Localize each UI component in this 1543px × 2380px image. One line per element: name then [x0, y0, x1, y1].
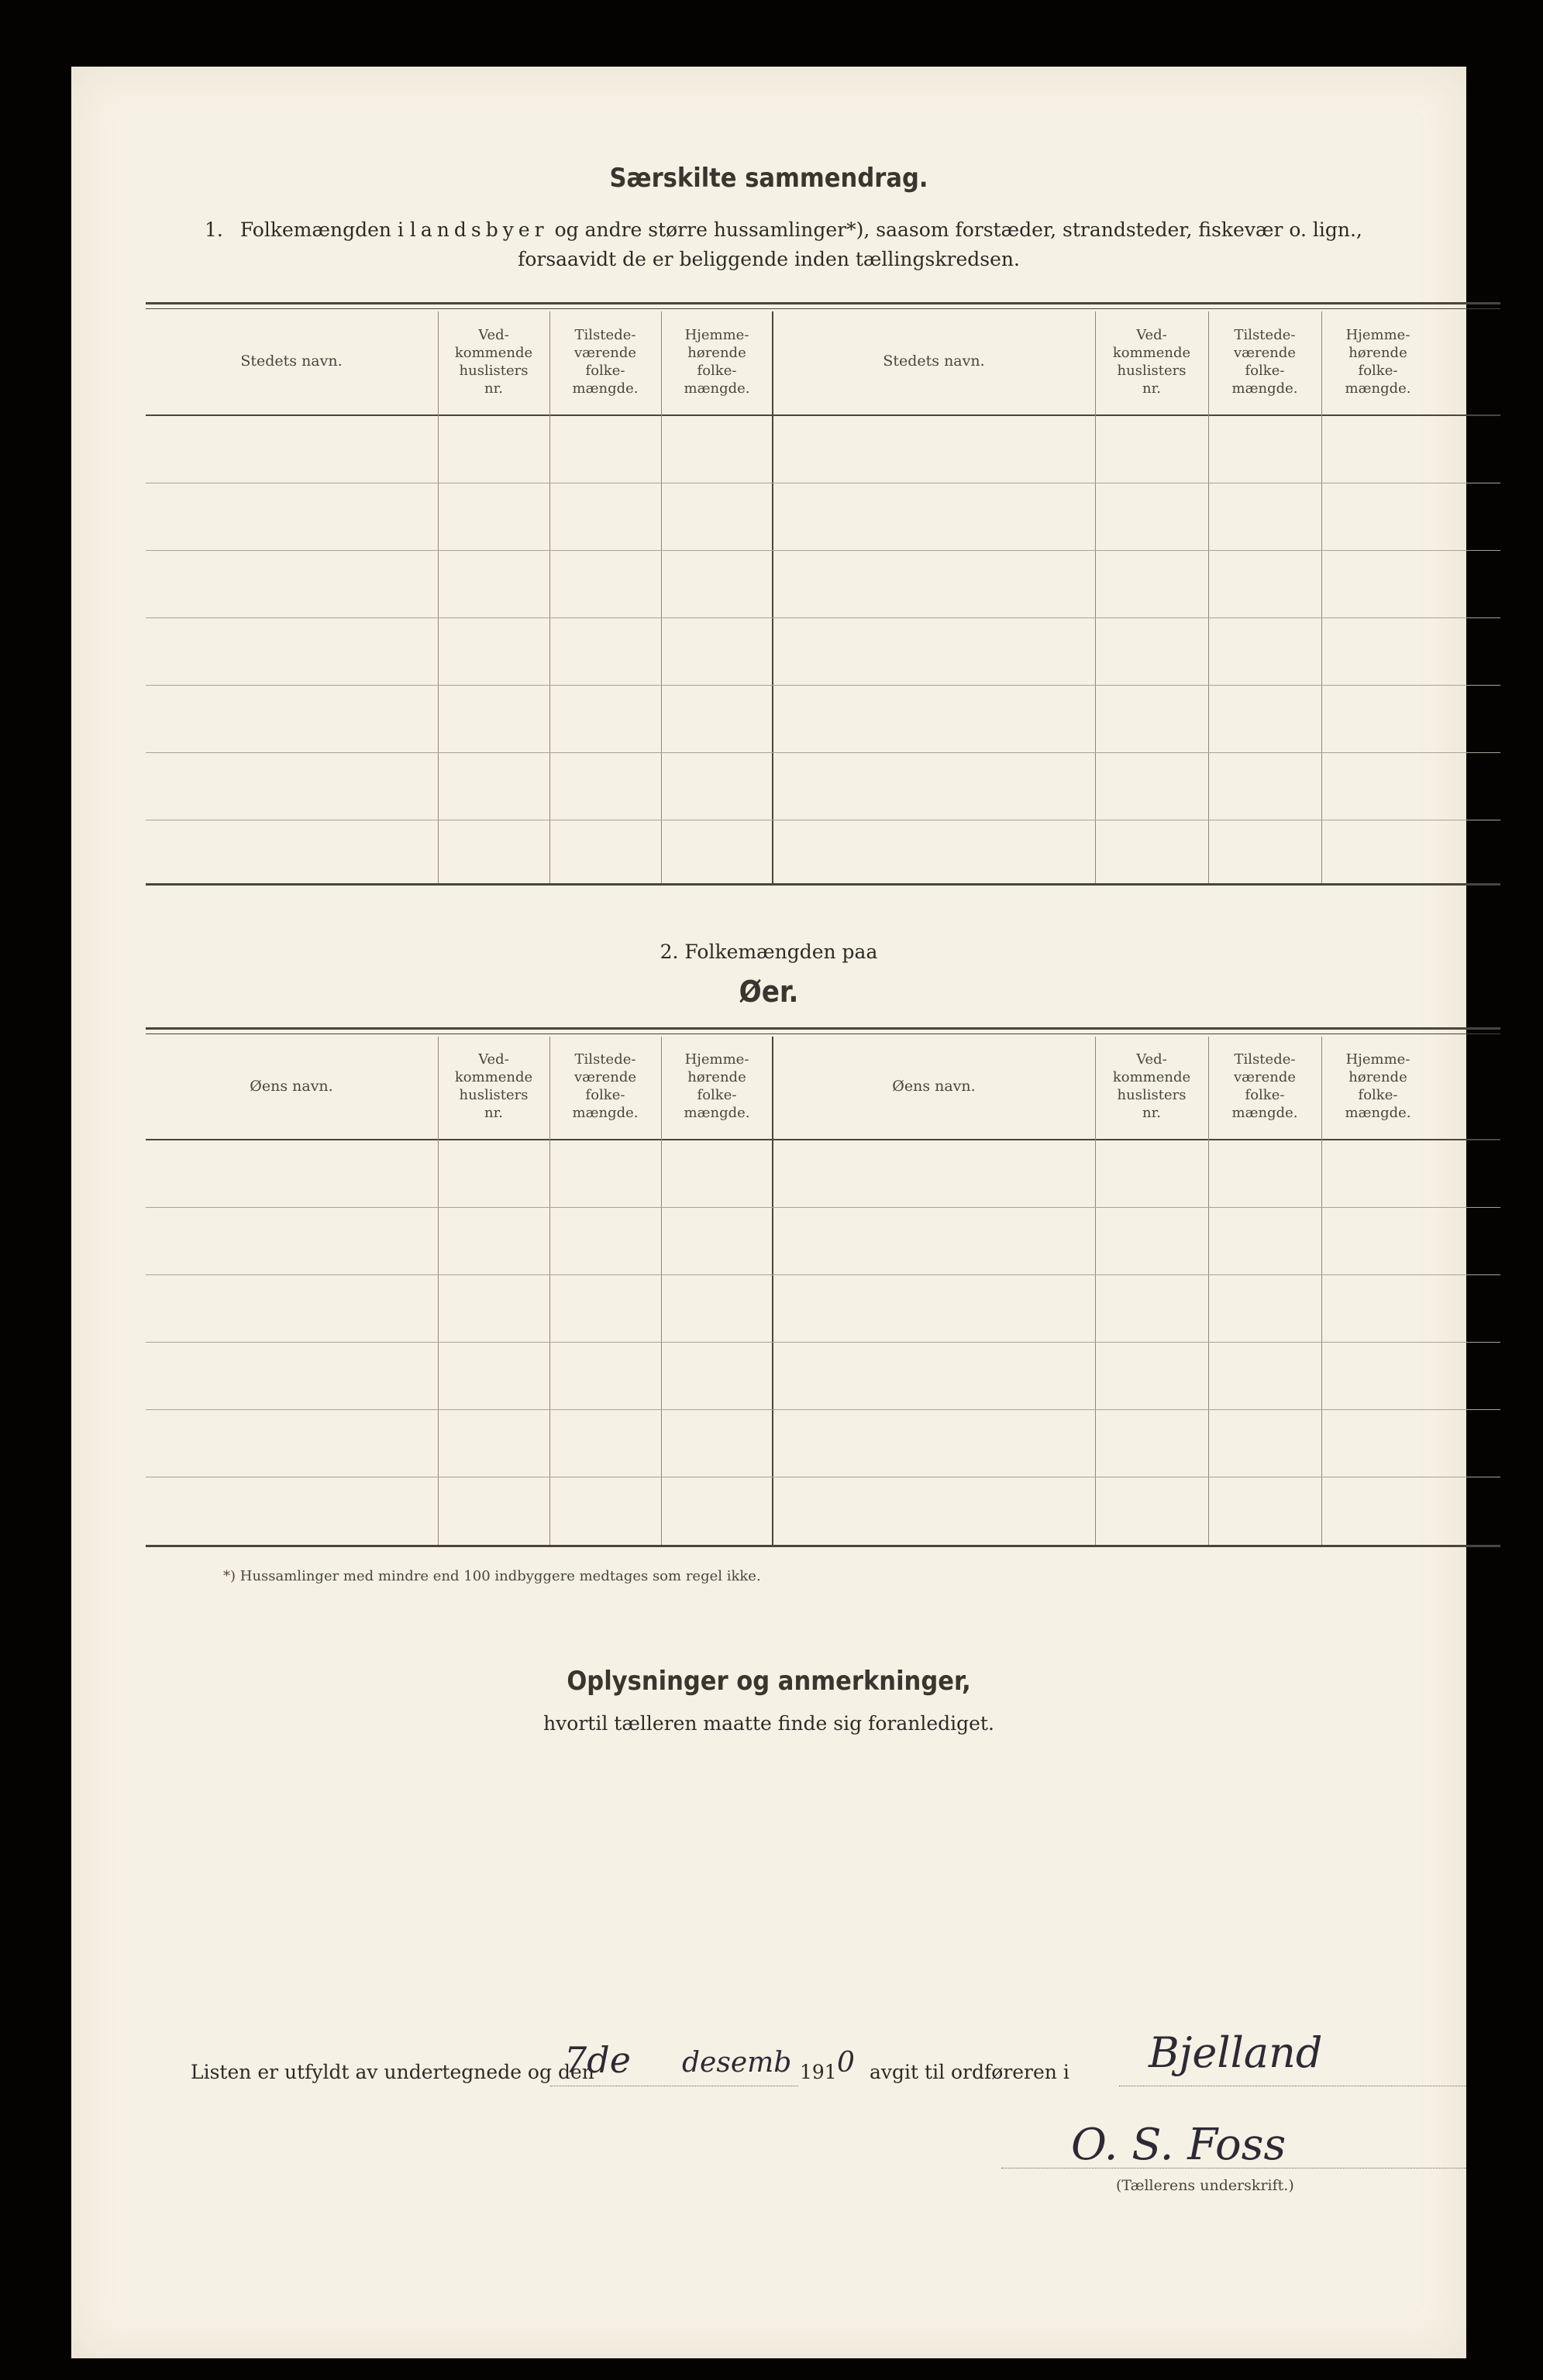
- section1-intro-line2: forsaavidt de er beliggende inden tællingskredsen.: [518, 248, 1020, 270]
- t2-header-oens-navn-left: Øens navn.: [250, 1077, 333, 1095]
- section1-text-lead: Folkemængden i: [239, 218, 404, 241]
- section1-number: 1.: [205, 218, 223, 241]
- t2-header-hjemmehorende-right: Hjemme- hørende folke- mængde.: [1345, 1051, 1411, 1121]
- t1-header-stedets-navn-right: Stedets navn.: [883, 353, 985, 370]
- handwritten-signature: O. S. Foss: [1071, 2120, 1286, 2170]
- t1-header-huslisters-nr-left: Ved- kommende huslisters nr.: [454, 326, 533, 397]
- t1-header-hjemmehorende-right: Hjemme- hørende folke- mængde.: [1345, 326, 1411, 397]
- t2-header-huslisters-nr-right: Ved- kommende huslisters nr.: [1112, 1051, 1191, 1121]
- section-title: Særskilte sammendrag.: [609, 163, 928, 194]
- t2-header-oens-navn-right: Øens navn.: [892, 1077, 976, 1095]
- handwritten-month: desemb: [682, 2047, 792, 2079]
- signature-caption: (Tællerens underskrift.): [1116, 2177, 1294, 2194]
- t1-header-tilstedevaerende-right: Tilstede- værende folke- mængde.: [1231, 326, 1298, 397]
- t1-header-hjemmehorende-left: Hjemme- hørende folke- mængde.: [684, 326, 750, 397]
- t2-header-huslisters-nr-left: Ved- kommende huslisters nr.: [454, 1051, 533, 1121]
- t1-header-stedets-navn-left: Stedets navn.: [240, 353, 343, 370]
- section2-title: Øer.: [739, 975, 799, 1009]
- year-prefix: 191: [800, 2061, 837, 2083]
- t1-header-huslisters-nr-right: Ved- kommende huslisters nr.: [1112, 326, 1191, 397]
- t2-header-tilstedevaerende-left: Tilstede- værende folke- mængde.: [572, 1051, 639, 1121]
- handwritten-day: 7de: [564, 2039, 631, 2081]
- t2-header-hjemmehorende-left: Hjemme- hørende folke- mængde.: [684, 1051, 750, 1121]
- signature-middle: avgit til ordføreren i: [870, 2061, 1069, 2083]
- census-form-page: [71, 67, 1466, 2358]
- section2-line1: 2. Folkemængden paa: [660, 941, 878, 963]
- signature-prefix: Listen er utfyldt av undertegnede og den: [191, 2061, 594, 2083]
- section1-intro: [205, 218, 1362, 241]
- section1-text-rest: og andre større hussamlinger*), saasom forstæder, strandsteder, fiskevær o. lign.,: [554, 218, 1362, 241]
- section1-text-spaced: landsbyer: [409, 218, 549, 241]
- footnote: *) Hussamlinger med mindre end 100 indbyggere medtages som regel ikke.: [223, 1568, 761, 1584]
- t1-header-tilstedevaerende-left: Tilstede- værende folke- mængde.: [572, 326, 639, 397]
- handwritten-place: Bjelland: [1149, 2028, 1323, 2077]
- notes-subtitle: hvortil tælleren maatte finde sig foranlediget.: [543, 1712, 994, 1735]
- t2-header-tilstedevaerende-right: Tilstede- værende folke- mængde.: [1231, 1051, 1298, 1121]
- notes-title: Oplysninger og anmerkninger,: [567, 1666, 971, 1697]
- handwritten-year-digit: 0: [837, 2047, 855, 2079]
